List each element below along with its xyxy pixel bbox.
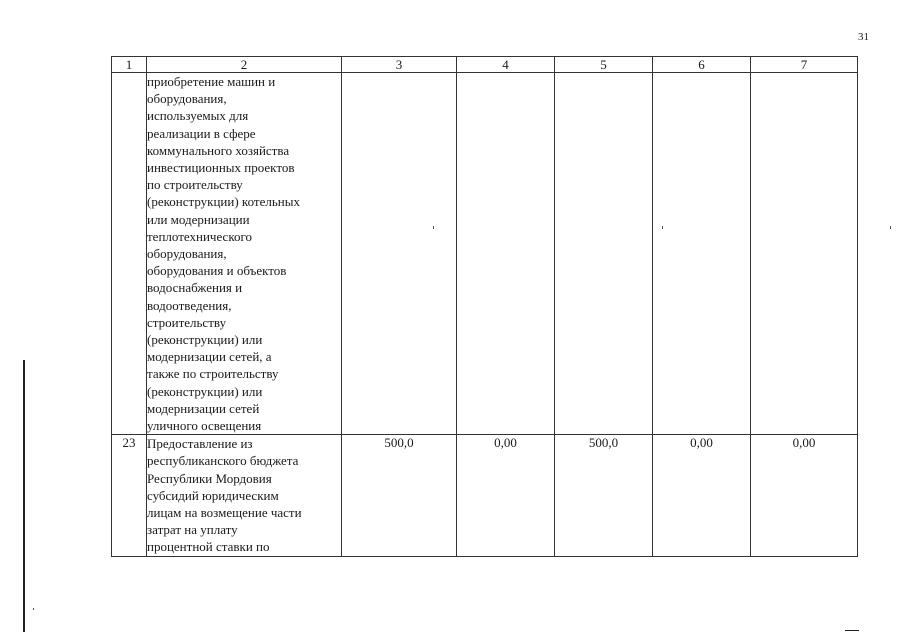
scan-speck xyxy=(433,226,434,229)
description-cell xyxy=(147,435,342,556)
column-header: 6 xyxy=(653,57,751,73)
table-row xyxy=(112,73,858,435)
value-cell-col3: 500,0 xyxy=(342,435,457,556)
description-line: лицам на возмещение части xyxy=(147,505,302,521)
column-header: 1 xyxy=(112,57,147,73)
description-line: используемых для xyxy=(147,108,249,124)
description-line: модернизации сетей xyxy=(147,400,260,416)
description-line: оборудования, xyxy=(147,246,227,262)
value-cell-col4: 0,00 xyxy=(457,435,555,556)
budget-table xyxy=(111,56,858,557)
description-line: процентной ставки по xyxy=(147,539,270,555)
description-line: приобретение машин и xyxy=(147,74,276,89)
column-header: 5 xyxy=(555,57,653,73)
scan-margin-line xyxy=(23,360,25,632)
column-header: 3 xyxy=(342,57,457,73)
description-line: также по строительству xyxy=(147,366,279,382)
page-number: 31 xyxy=(858,31,869,43)
value-cell-col3 xyxy=(342,73,457,435)
value-cell-col7 xyxy=(751,73,858,435)
description-line: по строительству xyxy=(147,177,243,193)
scan-speck xyxy=(33,608,34,610)
value-cell-col5: 500,0 xyxy=(555,435,653,556)
description-line: республиканского бюджета xyxy=(147,453,299,469)
description-line: реализации в сфере xyxy=(147,125,256,141)
scan-speck xyxy=(890,226,891,229)
description-line: модернизации сетей, а xyxy=(147,349,272,365)
description-line: коммунального хозяйства xyxy=(147,142,290,158)
header-row xyxy=(112,57,858,73)
value-cell-col5 xyxy=(555,73,653,435)
description-line: Республики Мордовия xyxy=(147,470,272,486)
description-line: Предоставление из xyxy=(147,436,253,452)
description-line: оборудования, xyxy=(147,91,227,107)
table-row xyxy=(112,435,858,556)
scan-edge-mark xyxy=(845,630,859,631)
scan-speck xyxy=(662,226,663,229)
value-cell-col4 xyxy=(457,73,555,435)
description-line: уличного освещения xyxy=(147,418,262,434)
description-line: (реконструкции) котельных xyxy=(147,194,300,210)
description-line: затрат на уплату xyxy=(147,522,238,538)
value-cell-col6 xyxy=(653,73,751,435)
row-number-cell xyxy=(112,73,147,435)
description-cell xyxy=(147,73,342,435)
description-line: инвестиционных проектов xyxy=(147,160,295,176)
column-header: 2 xyxy=(147,57,342,73)
description-line: строительству xyxy=(147,314,227,330)
description-line: или модернизации xyxy=(147,211,250,227)
description-line: теплотехнического xyxy=(147,228,252,244)
value-cell-col6: 0,00 xyxy=(653,435,751,556)
description-line: (реконструкции) или xyxy=(147,332,263,348)
description-line: оборудования и объектов xyxy=(147,263,287,279)
value-cell-col7: 0,00 xyxy=(751,435,858,556)
column-header: 7 xyxy=(751,57,858,73)
description-line: субсидий юридическим xyxy=(147,487,279,503)
description-line: (реконструкции) или xyxy=(147,383,263,399)
row-number-cell: 23 xyxy=(112,435,147,556)
description-line: водоснабжения и xyxy=(147,280,243,296)
column-header: 4 xyxy=(457,57,555,73)
description-line: водоотведения, xyxy=(147,297,232,313)
